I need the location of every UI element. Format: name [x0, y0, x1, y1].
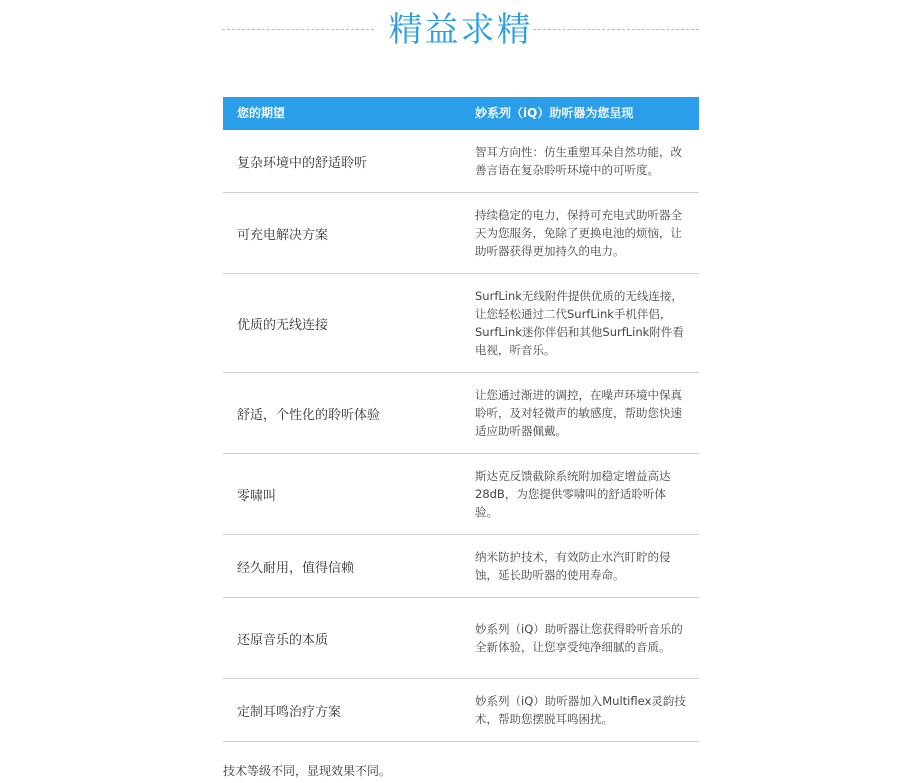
row-expectation: 优质的无线连接	[237, 317, 329, 333]
row-expectation: 还原音乐的本质	[237, 632, 329, 648]
row-expectation: 经久耐用，值得信赖	[237, 560, 355, 576]
row-description: 妙系列（iQ）助听器让您获得聆听音乐的全新体验，让您享受纯净细腻的音质。	[475, 622, 683, 654]
row-description: 让您通过渐进的调控，在噪声环境中保真聆听，及对轻微声的敏感度，帮助您快速适应助听器佩戴。	[475, 388, 682, 438]
row-description: SurfLink无线附件提供优质的无线连接，让您轻松通过二代SurfLink手机伴侣，SurfLink迷你伴侣和其他SurfLink附件看电视，听音乐。	[475, 289, 684, 357]
row-expectation: 复杂环境中的舒适聆听	[237, 155, 368, 171]
row-description: 持续稳定的电力，保持可充电式助听器全天为您服务，免除了更换电池的烦恼，让助听器获得更加持久的电力。	[475, 208, 682, 258]
header-expectation: 您的期望	[237, 106, 286, 120]
row-description: 斯达克反馈截除系统附加稳定增益高达28dB，为您提供零啸叫的舒适聆听体验。	[475, 469, 671, 519]
row-description: 妙系列（iQ）助听器加入Multiflex灵韵技术，帮助您摆脱耳鸣困扰。	[475, 694, 686, 726]
row-description: 纳米防护技术，有效防止水汽盯貯的侵蚀，延长助听器的使用寿命。	[475, 550, 671, 582]
page-title: 精益求精	[388, 10, 533, 50]
table-row	[223, 679, 699, 742]
row-expectation: 定制耳鸣治疗方案	[237, 704, 342, 720]
table-row	[223, 274, 699, 373]
row-expectation: 可充电解决方案	[237, 227, 329, 243]
row-expectation: 零啸叫	[237, 488, 277, 504]
table-row	[223, 130, 699, 193]
header-feature: 妙系列（iQ）助听器为您呈现	[475, 106, 634, 120]
title-divider-right	[533, 29, 699, 30]
section-title	[222, 4, 699, 56]
footnote: 技术等级不同，显现效果不同。	[223, 764, 392, 778]
table-header	[223, 97, 699, 130]
row-expectation: 舒适，个性化的聆听体验	[237, 407, 381, 423]
table-row	[223, 535, 699, 598]
table-row	[223, 373, 699, 454]
comparison-table	[223, 97, 699, 742]
table-row	[223, 193, 699, 274]
row-description: 智耳方向性：仿生重塑耳朵自然功能，改善言语在复杂聆听环境中的可听度。	[475, 145, 682, 177]
table-row	[223, 598, 699, 679]
table-row	[223, 454, 699, 535]
